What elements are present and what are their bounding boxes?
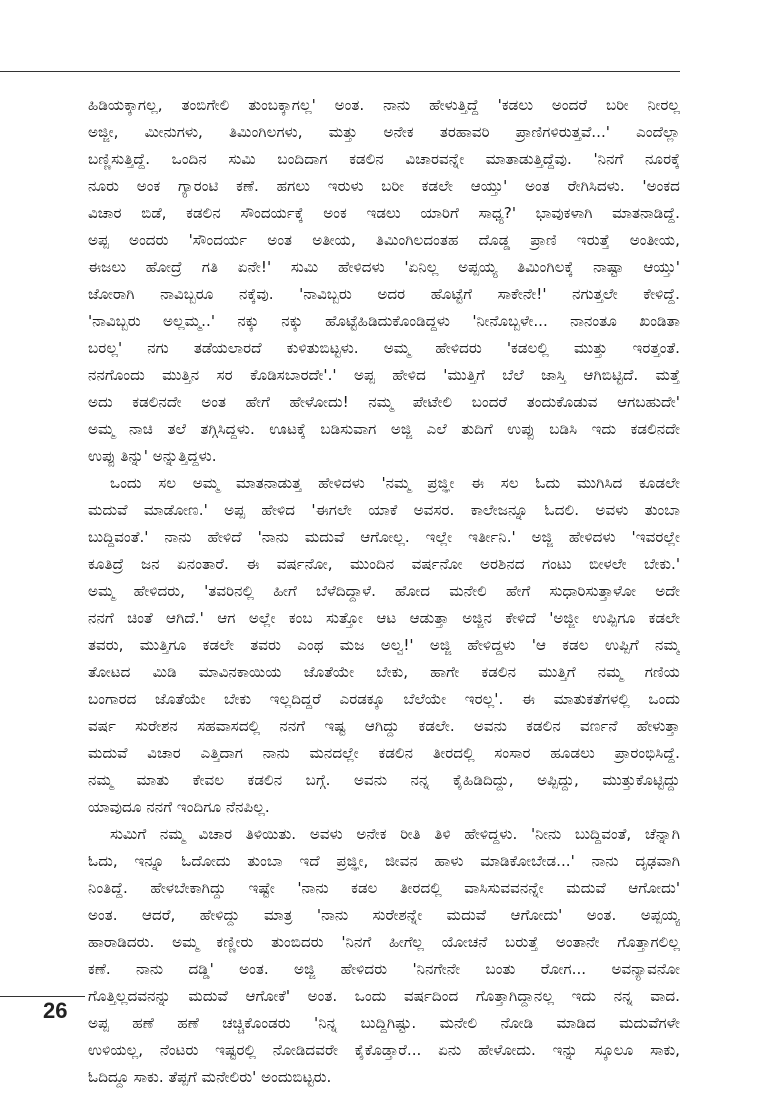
text-line: ಸುಮಿಗೆ ನಮ್ಮ ವಿಚಾರ ತಿಳಿಯಿತು. ಅವಳು ಅನೇಕ ರೀತಿ ತಿಳಿ ಹೇಳಿದ್ದಳು. 'ನೀನು ಬುದ್ದಿವಂತೆ, ಚೆನ್ನಾಗಿ (110, 825, 680, 843)
text-line: ಉಳಿಯಲ್ಲ, ನೆಂಟರು ಇಷ್ಟರಲ್ಲಿ ನೋಡಿದವರೇ ಕೈಕೊಡ್ತಾರೆ... ಏನು ಹೇಳೋದು. ಇನ್ನು ಸ್ಕೂಲೂ ಸಾಕು, (88, 1041, 680, 1059)
text-line: ನೂರು ಅಂಕ ಗ್ಯಾರಂಟಿ ಕಣೆ. ಹಗಲು ಇರುಳು ಬರೀ ಕಡಲೇ ಆಯ್ತು' ಅಂತ ರೇಗಿಸಿದಳು. 'ಅಂಕದ (88, 177, 680, 195)
text-line: ಜೋರಾಗಿ ನಾವಿಬ್ಬರೂ ನಕ್ಕೆವು. 'ನಾವಿಬ್ಬರು ಅದರ ಹೊಟ್ಟೆಗೆ ಸಾಕೇನೇ!' ನಗುತ್ತಲೇ ಕೇಳಿದ್ದೆ. (88, 285, 680, 303)
text-line: ತೋಟದ ಮಿಡಿ ಮಾವಿನಕಾಯಿಯ ಜೊತೆಯೇ ಬೇಕು, ಹಾಗೇ ಕಡಲಿನ ಮುತ್ತಿಗೆ ನಮ್ಮ ಗಣಿಯ (88, 663, 680, 681)
text-line: ಓದಿದ್ದೂ ಸಾಕು. ತೆಪ್ಪಗೆ ಮನೇಲಿರು' ಅಂದುಬಿಟ್ಟರು. (88, 1068, 332, 1086)
text-line: ಬಣ್ಣಿಸುತ್ತಿದ್ದೆ. ಒಂದಿನ ಸುಮಿ ಬಂದಿದಾಗ ಕಡಲಿನ ವಿಚಾರವನ್ನೇ ಮಾತಾಡುತ್ತಿದ್ದೆವು. 'ನಿನಗೆ ನೂರಕ್ಕೆ (88, 150, 680, 168)
text-line: ಬುದ್ದಿವಂತೆ.' ನಾನು ಹೇಳಿದೆ 'ನಾನು ಮದುವೆ ಆಗೋಲ್ಲ. ಇಲ್ಲೇ ಇರ್ತೀನಿ.' ಅಜ್ಜಿ ಹೇಳಿದಳು 'ಇವರಲ್ಲೇ (88, 528, 680, 546)
text-line: ಹಿಡಿಯಕ್ಕಾಗಲ್ಲ, ತಂಬಿಗೇಲಿ ತುಂಬಕ್ಕಾಗಲ್ಲ' ಅಂತ. ನಾನು ಹೇಳುತ್ತಿದ್ದೆ 'ಕಡಲು ಅಂದರೆ ಬರೀ ನೀರಲ್ಲ (88, 96, 680, 114)
text-line: 'ನಾವಿಬ್ಬರು ಅಲ್ಲಮ್ಮ..' ನಕ್ಕು ನಕ್ಕು ಹೊಟ್ಟೆಹಿಡಿದುಕೊಂಡಿದ್ದಳು 'ನೀನೊಬ್ಬಳೇ... ನಾನಂತೂ ಖಂಡಿತಾ (88, 312, 680, 330)
text-line: ಅದು ಕಡಲಿನದೇ ಅಂತ ಹೇಗೆ ಹೇಳೋದು! ನಮ್ಮ ಪೇಟೇಲಿ ಬಂದರೆ ತಂದುಕೊಡುವ ಆಗಬಹುದೇ' (88, 393, 680, 411)
text-line: ಈಜಲು ಹೋದ್ರೆ ಗತಿ ಏನೇ!' ಸುಮಿ ಹೇಳಿದಳು 'ಏನಿಲ್ಲ ಅಪ್ಪಯ್ಯ ತಿಮಿಂಗಿಲಕ್ಕೆ ನಾಷ್ಟಾ ಆಯ್ತು' (88, 258, 680, 276)
text-line: ಓದು, ಇನ್ನೂ ಓದೋದು ತುಂಬಾ ಇದೆ ಪ್ರಜ್ಞೀ, ಜೀವನ ಹಾಳು ಮಾಡಿಕೋಬೇಡ...' ನಾನು ದೃಢವಾಗಿ (88, 852, 680, 870)
text-line: ನಿಂತಿದ್ದೆ. ಹೇಳಬೇಕಾಗಿದ್ದು ಇಷ್ಟೇ 'ನಾನು ಕಡಲ ತೀರದಲ್ಲಿ ವಾಸಿಸುವವನನ್ನೇ ಮದುವೆ ಆಗೋದು' (88, 879, 680, 897)
text-line: ಗೊತ್ತಿಲ್ಲದವನನ್ನು ಮದುವೆ ಆಗೋಕೆ' ಅಂತ. ಒಂದು ವರ್ಷದಿಂದ ಗೊತ್ತಾಗಿದ್ದಾನಲ್ಲ ಇದು ನನ್ನ ವಾದ. (88, 987, 680, 1005)
text-line: ಅಜ್ಜೀ, ಮೀನುಗಳು, ತಿಮಿಂಗಿಲಗಳು, ಮತ್ತು ಅನೇಕ ತರಹಾವರಿ ಪ್ರಾಣಿಗಳಿರುತ್ತವೆ...' ಎಂದೆಲ್ಲಾ (88, 123, 680, 141)
page-number: 26 (43, 998, 68, 1023)
text-line: ವಿಚಾರ ಬಿಡೆ, ಕಡಲಿನ ಸೌಂದರ್ಯಕ್ಕೆ ಅಂಕ ಇಡಲು ಯಾರಿಗೆ ಸಾಧ್ಯ?' ಭಾವುಕಳಾಗಿ ಮಾತನಾಡಿದ್ದೆ. (88, 204, 680, 222)
text-line: ಯಾವುದೂ ನನಗೆ ಇಂದಿಗೂ ನೆನಪಿಲ್ಲ. (88, 798, 270, 816)
paragraph (88, 821, 680, 1091)
text-line: ನನಗೊಂದು ಮುತ್ತಿನ ಸರ ಕೊಡಿಸಬಾರದೇ'.' ಅಪ್ಪ ಹೇಳಿದ 'ಮುತ್ತಿಗೆ ಬೆಲೆ ಜಾಸ್ತಿ ಆಗಿಬಿಟ್ಟಿದೆ. ಮತ್ತೆ (88, 366, 680, 384)
text-line: ಹಾರಾಡಿದರು. ಅಮ್ಮ ಕಣ್ಣೀರು ತುಂಬಿದರು 'ನಿನಗೆ ಹೀಗೆಲ್ಲ ಯೋಚನೆ ಬರುತ್ತೆ ಅಂತಾನೇ ಗೊತ್ತಾಗಲಿಲ್ಲ (88, 933, 680, 951)
text-line: ಮದುವೆ ಮಾಡೋಣ.' ಅಪ್ಪ ಹೇಳಿದ 'ಈಗಲೇ ಯಾಕೆ ಅವಸರ. ಕಾಲೇಜನ್ನೂ ಓದಲಿ. ಅವಳು ತುಂಬಾ (88, 501, 680, 519)
text-line: ಅಪ್ಪ ಹಣೆ ಹಣೆ ಚಚ್ಚಿಕೊಂಡರು 'ನಿನ್ನ ಬುದ್ದಿಗಿಷ್ಟು. ಮನೇಲಿ ನೋಡಿ ಮಾಡಿದ ಮದುವೆಗಳೇ (88, 1014, 680, 1032)
header-rule (0, 71, 680, 72)
footer-rule (0, 996, 85, 997)
text-line: ತವರು, ಮುತ್ತಿಗೂ ಕಡಲೇ ತವರು ಎಂಥ ಮಜ ಅಲ್ವ!' ಅಜ್ಜಿ ಹೇಳಿದ್ದಳು 'ಆ ಕಡಲ ಉಪ್ಪಿಗೆ ನಮ್ಮ (88, 636, 680, 654)
text-line: ನನಗೆ ಚಿಂತೆ ಆಗಿದೆ.' ಆಗ ಅಲ್ಲೇ ಕಂಬ ಸುತ್ತೋ ಆಟ ಆಡುತ್ತಾ ಅಜ್ಜಿನ ಕೇಳಿದೆ 'ಅಜ್ಜೀ ಉಪ್ಪಿಗೂ ಕಡಲೇ (88, 609, 680, 627)
text-line: ಕಣೆ. ನಾನು ದಡ್ಡಿ' ಅಂತ. ಅಜ್ಜಿ ಹೇಳಿದರು 'ನಿನಗೇನೇ ಬಂತು ರೋಗ... ಅವನ್ಯಾವನೋ (88, 960, 680, 978)
text-line: ಬರಲ್ಲ' ನಗು ತಡೆಯಲಾರದೆ ಕುಳಿತುಬಿಟ್ಟಳು. ಅಮ್ಮ ಹೇಳಿದರು 'ಕಡಲಲ್ಲಿ ಮುತ್ತು ಇರತ್ತಂತೆ. (88, 339, 680, 357)
text-line: ಕೂತಿದ್ರೆ ಜನ ಏನಂತಾರೆ. ಈ ವರ್ಷನೋ, ಮುಂದಿನ ವರ್ಷನೋ ಅರಶಿನದ ಗಂಟು ಬೀಳಲೇ ಬೇಕು.' (88, 555, 680, 573)
text-line: ಉಪ್ಪು ತಿನ್ನು' ಅನ್ನುತ್ತಿದ್ದಳು. (88, 447, 217, 465)
page-body-text (88, 92, 680, 1091)
text-line: ನಮ್ಮ ಮಾತು ಕೇವಲ ಕಡಲಿನ ಬಗ್ಗೆ. ಅವನು ನನ್ನ ಕೈಹಿಡಿದಿದ್ದು, ಅಪ್ಪಿದ್ದು, ಮುತ್ತುಕೊಟ್ಟಿದ್ದು (88, 771, 680, 789)
text-line: ಅಂತ. ಆದರೆ, ಹೇಳಿದ್ದು ಮಾತ್ರ 'ನಾನು ಸುರೇಶನ್ನೇ ಮದುವೆ ಆಗೋದು' ಅಂತ. ಅಪ್ಪಯ್ಯ (88, 906, 680, 924)
text-line: ಒಂದು ಸಲ ಅಮ್ಮ ಮಾತನಾಡುತ್ತ ಹೇಳಿದಳು 'ನಮ್ಮ ಪ್ರಜ್ಞೀ ಈ ಸಲ ಓದು ಮುಗಿಸಿದ ಕೂಡಲೇ (110, 474, 680, 492)
text-line: ಅಮ್ಮ ನಾಚಿ ತಲೆ ತಗ್ಗಿಸಿದ್ದಳು. ಊಟಕ್ಕೆ ಬಡಿಸುವಾಗ ಅಜ್ಜಿ ಎಲೆ ತುದಿಗೆ ಉಪ್ಪು ಬಡಿಸಿ ಇದು ಕಡಲಿನದೇ (88, 420, 680, 438)
text-line: ಅಮ್ಮ ಹೇಳಿದರು, 'ತವರಿನಲ್ಲಿ ಹೀಗೆ ಬೆಳೆದಿದ್ದಾಳೆ. ಹೋದ ಮನೇಲಿ ಹೇಗೆ ಸುಧಾರಿಸುತ್ತಾಳೋ ಅದೇ (88, 582, 680, 600)
paragraph (88, 470, 680, 821)
text-line: ಅಪ್ಪ ಅಂದರು 'ಸೌಂದರ್ಯ ಅಂತ ಅತೀಯ, ತಿಮಿಂಗಿಲದಂತಹ ದೊಡ್ಡ ಪ್ರಾಣಿ ಇರುತ್ತೆ ಅಂತೀಯ, (88, 231, 680, 249)
text-line: ವರ್ಷ ಸುರೇಶನ ಸಹವಾಸದಲ್ಲಿ ನನಗೆ ಇಷ್ಟ ಆಗಿದ್ದು ಕಡಲೇ. ಅವನು ಕಡಲಿನ ವರ್ಣನೆ ಹೇಳುತ್ತಾ (88, 717, 680, 735)
text-line: ಮದುವೆ ವಿಚಾರ ಎತ್ತಿದಾಗ ನಾನು ಮನದಲ್ಲೇ ಕಡಲಿನ ತೀರದಲ್ಲಿ ಸಂಸಾರ ಹೂಡಲು ಪ್ರಾರಂಭಿಸಿದ್ದೆ. (88, 744, 680, 762)
paragraph (88, 92, 680, 470)
text-line: ಬಂಗಾರದ ಜೊತೆಯೇ ಬೇಕು ಇಲ್ಲದಿದ್ದರೆ ಎರಡಕ್ಕೂ ಬೆಲೆಯೇ ಇರಲ್ಲ'. ಈ ಮಾತುಕತೆಗಳಲ್ಲಿ ಒಂದು (88, 690, 680, 708)
